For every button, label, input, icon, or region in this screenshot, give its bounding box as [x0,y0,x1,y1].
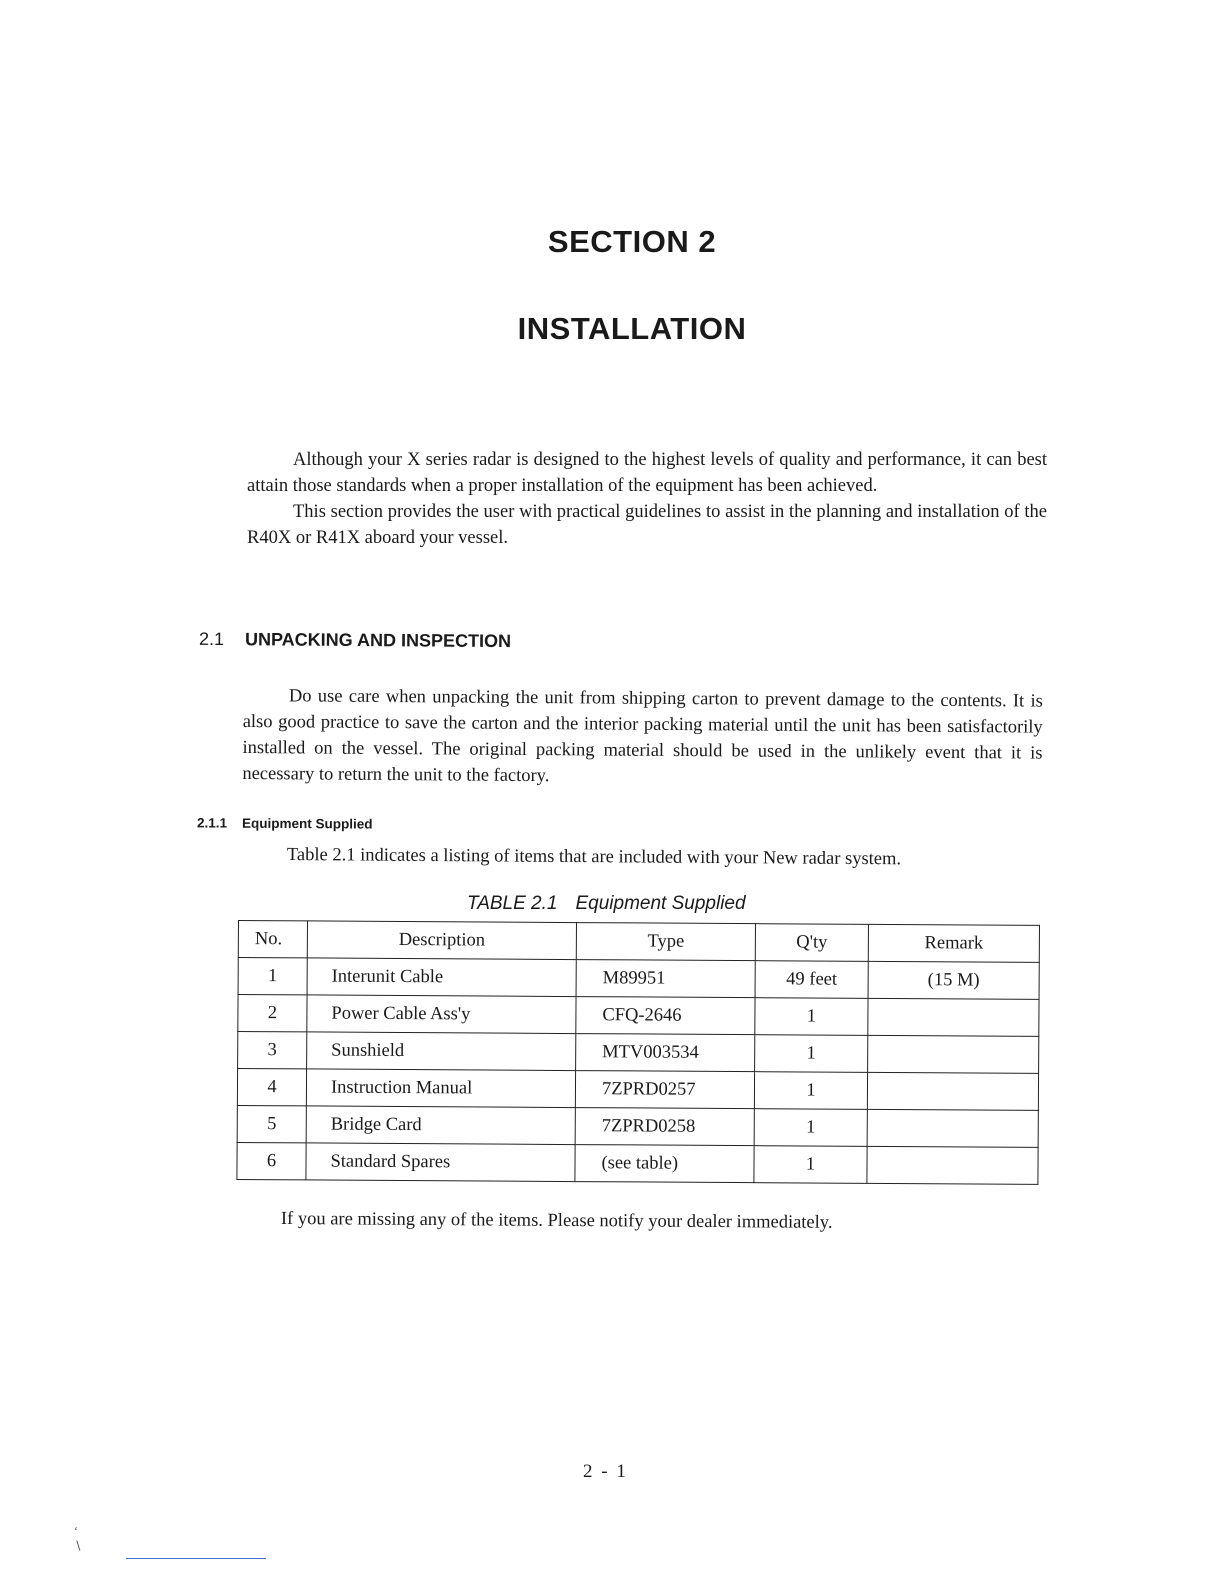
section-2-1-1-heading [197,815,373,831]
cell-remark [868,1035,1039,1073]
section-title: INSTALLATION [517,311,747,346]
table-header-row [238,921,1039,963]
cell-description: Instruction Manual [306,1069,575,1108]
header-remark: Remark [868,924,1039,962]
section-2-1-title: UNPACKING AND INSPECTION [244,629,512,652]
cell-qty: 1 [754,1072,867,1110]
section-2-1-number: 2.1 [198,628,225,650]
cell-no: 5 [237,1105,306,1142]
header-no: No. [238,921,307,958]
table-row [238,958,1039,1000]
intro-text [247,447,1047,551]
scan-artifact-mark: ‘ ∖ [74,1524,82,1553]
cell-type: MTV003534 [576,1034,755,1072]
unpacking-paragraph: Do use care when unpacking the unit from shipping carton to prevent damage to the contents. It is also good practice to save the carton and the interior packing material until the unit has been satisfactorily installed on the vessel. The original packing material should be used in the unlikely event that it is necessary to return the unit to the factory. [242,686,1043,787]
cell-description: Standard Spares [306,1143,575,1182]
section-2-1-heading [199,629,511,652]
section-number: SECTION 2 [547,224,717,259]
cell-no: 3 [238,1032,307,1069]
table-row [237,1069,1038,1111]
cell-description: Bridge Card [306,1106,575,1145]
unpacking-text [242,683,1043,793]
missing-items-note: If you are missing any of the items. Please notify your dealer immediately. [280,1208,833,1233]
cell-type: 7ZPRD0258 [575,1108,754,1146]
header-type: Type [576,923,755,961]
intro-paragraph-1: Although your X series radar is designed to the highest levels of quality and performance, it can best attain those standards when a proper installation of the equipment has been achieved. [247,450,1047,496]
table-caption-number: TABLE 2.1 [467,893,558,914]
cell-type: (see table) [575,1145,754,1183]
cell-remark [867,1109,1038,1147]
cell-qty: 1 [755,998,868,1036]
cell-type: 7ZPRD0257 [575,1071,754,1109]
cell-qty: 1 [754,1109,867,1147]
table-row [237,1105,1038,1147]
footer-rule [126,1558,266,1559]
cell-type: CFQ-2646 [576,997,755,1035]
cell-qty: 1 [754,1146,867,1184]
table-row [238,1032,1039,1074]
equipment-table [236,920,1040,1185]
table-caption-title: Equipment Supplied [575,893,746,914]
cell-no: 2 [238,995,307,1032]
cell-no: 6 [237,1142,306,1179]
cell-qty: 49 feet [755,961,868,999]
cell-type: M89951 [576,960,755,998]
cell-remark [867,1072,1038,1110]
cell-no: 4 [237,1069,306,1106]
page-number: 2 - 1 [583,1461,628,1482]
header-qty: Q'ty [755,924,868,962]
section-2-1-1-title: Equipment Supplied [241,815,373,832]
table-row [238,995,1039,1037]
intro-paragraph-2: This section provides the user with practical guidelines to assist in the planning and installation of the R40X or R41X aboard your vessel. [247,502,1047,548]
cell-remark [867,1146,1038,1184]
cell-remark: (15 M) [868,961,1039,999]
cell-description: Sunshield [307,1032,576,1071]
section-2-1-1-number: 2.1.1 [196,815,228,831]
cell-remark [868,998,1039,1036]
header-description: Description [307,921,576,960]
cell-description: Power Cable Ass'y [307,995,576,1034]
table-caption [467,893,746,915]
cell-qty: 1 [755,1035,868,1073]
table-intro-text: Table 2.1 indicates a listing of items that are included with your New radar system. [286,844,902,870]
cell-description: Interunit Cable [307,958,576,997]
cell-no: 1 [238,958,307,995]
table-row [237,1142,1038,1184]
